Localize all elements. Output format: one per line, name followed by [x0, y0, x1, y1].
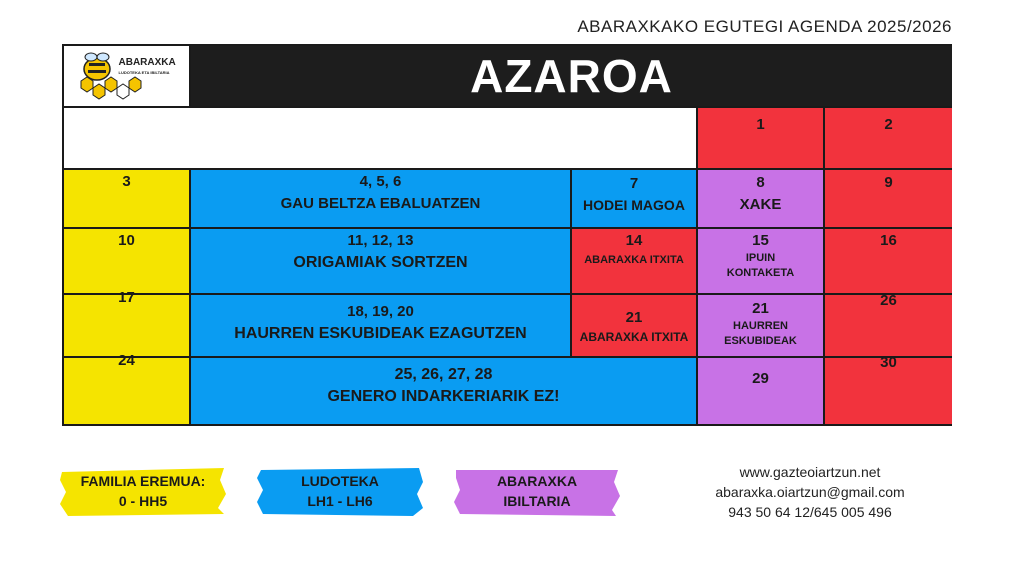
- day-number: 2: [884, 116, 893, 133]
- day-number: 30: [880, 354, 897, 371]
- day-cell-2: [825, 108, 952, 170]
- legend-line1: FAMILIA EREMUA:: [80, 473, 206, 489]
- event-label: GENERO INDARKERIARIK EZ!: [327, 388, 560, 405]
- day-number: 17: [118, 289, 135, 306]
- day-cell-16: [825, 229, 952, 295]
- event-cell-ipuin-kontaketa: [698, 229, 825, 295]
- event-label: ORIGAMIAK SORTZEN: [293, 254, 468, 271]
- day-number: 4, 5, 6: [359, 173, 402, 190]
- legend-line1: ABARAXKA: [496, 473, 578, 489]
- day-number: 11, 12, 13: [347, 232, 414, 249]
- email-link[interactable]: abaraxka.oiartzun@gmail.com: [715, 484, 905, 500]
- event-cell-itxita-21: [572, 295, 698, 358]
- legend-line2: 0 - HH5: [118, 493, 168, 509]
- event-cell-origamiak: [191, 229, 572, 295]
- event-cell-haurren-eskubideak: [191, 295, 572, 358]
- event-label: GAU BELTZA EBALUATZEN: [280, 195, 481, 212]
- day-number: 14: [625, 232, 643, 249]
- logo-subtext: LUDOTEKA ETA IBILTARIA: [118, 70, 170, 75]
- legend-ludoteka: [255, 466, 425, 516]
- event-label-line2: ESKUBIDEAK: [724, 335, 797, 347]
- logo-cell: [64, 46, 191, 108]
- day-number: 18, 19, 20: [347, 303, 414, 320]
- day-number: 10: [118, 232, 135, 249]
- day-number: 3: [122, 173, 131, 190]
- event-cell-itxita-14: [572, 229, 698, 295]
- day-cell-29: [698, 358, 825, 424]
- event-label: HODEI MAGOA: [583, 197, 685, 213]
- event-label: HAURREN ESKUBIDEAK EZAGUTZEN: [234, 325, 527, 342]
- event-label-line1: HAURREN: [733, 320, 788, 332]
- day-cell-26: [825, 292, 952, 358]
- legend-line2: LH1 - LH6: [307, 493, 373, 509]
- legend-familia-eremua: [58, 466, 228, 516]
- legend-line1: LUDOTEKA: [301, 473, 379, 489]
- day-number: 16: [880, 232, 897, 249]
- event-cell-xake: [698, 170, 825, 229]
- abaraxka-logo: [73, 51, 181, 101]
- day-number: 21: [625, 309, 643, 326]
- day-cell-3: [64, 170, 191, 229]
- event-label: XAKE: [739, 196, 782, 213]
- logo-text: ABARAXKA: [118, 57, 176, 68]
- calendar-grid: [62, 44, 952, 426]
- day-cell-9: [825, 170, 952, 229]
- day-cell-17: [64, 289, 191, 358]
- day-number: 9: [884, 174, 893, 191]
- day-number: 21: [752, 300, 769, 317]
- legend-abaraxka-ibiltaria: [452, 466, 622, 516]
- day-number: 25, 26, 27, 28: [394, 366, 493, 383]
- agenda-title: ABARAXKAKO EGUTEGI AGENDA 2025/2026: [577, 17, 952, 36]
- day-number: 15: [752, 232, 769, 249]
- day-number: 8: [756, 174, 765, 191]
- day-cell-24: [64, 352, 191, 424]
- day-number: 1: [756, 116, 765, 133]
- day-number: 7: [629, 175, 639, 192]
- event-label-line1: IPUIN: [745, 252, 776, 264]
- event-label: ABARAXKA ITXITA: [579, 330, 689, 344]
- day-cell-1: [698, 108, 825, 170]
- event-cell-gau-beltza: [191, 170, 572, 229]
- month-title: AZAROA: [470, 50, 673, 102]
- phone-numbers: 943 50 64 12/645 005 496: [728, 504, 892, 520]
- empty-cell: [64, 108, 698, 170]
- event-cell-haurren-eskubideak-ibiltaria: [698, 295, 825, 358]
- day-cell-30: [825, 354, 952, 424]
- day-number: 26: [880, 292, 897, 309]
- website-link[interactable]: www.gazteoiartzun.net: [739, 464, 881, 480]
- legend-line2: IBILTARIA: [503, 493, 571, 509]
- event-cell-hodei-magoa: [572, 170, 698, 229]
- day-number: 24: [118, 352, 135, 369]
- event-cell-genero-indarkeria: [191, 358, 698, 424]
- day-number: 29: [752, 370, 769, 387]
- event-label: ABARAXKA ITXITA: [584, 254, 684, 266]
- day-cell-10: [64, 229, 191, 295]
- event-label-line2: KONTAKETA: [726, 267, 795, 279]
- month-header: [191, 46, 952, 108]
- contact-info: [690, 462, 930, 522]
